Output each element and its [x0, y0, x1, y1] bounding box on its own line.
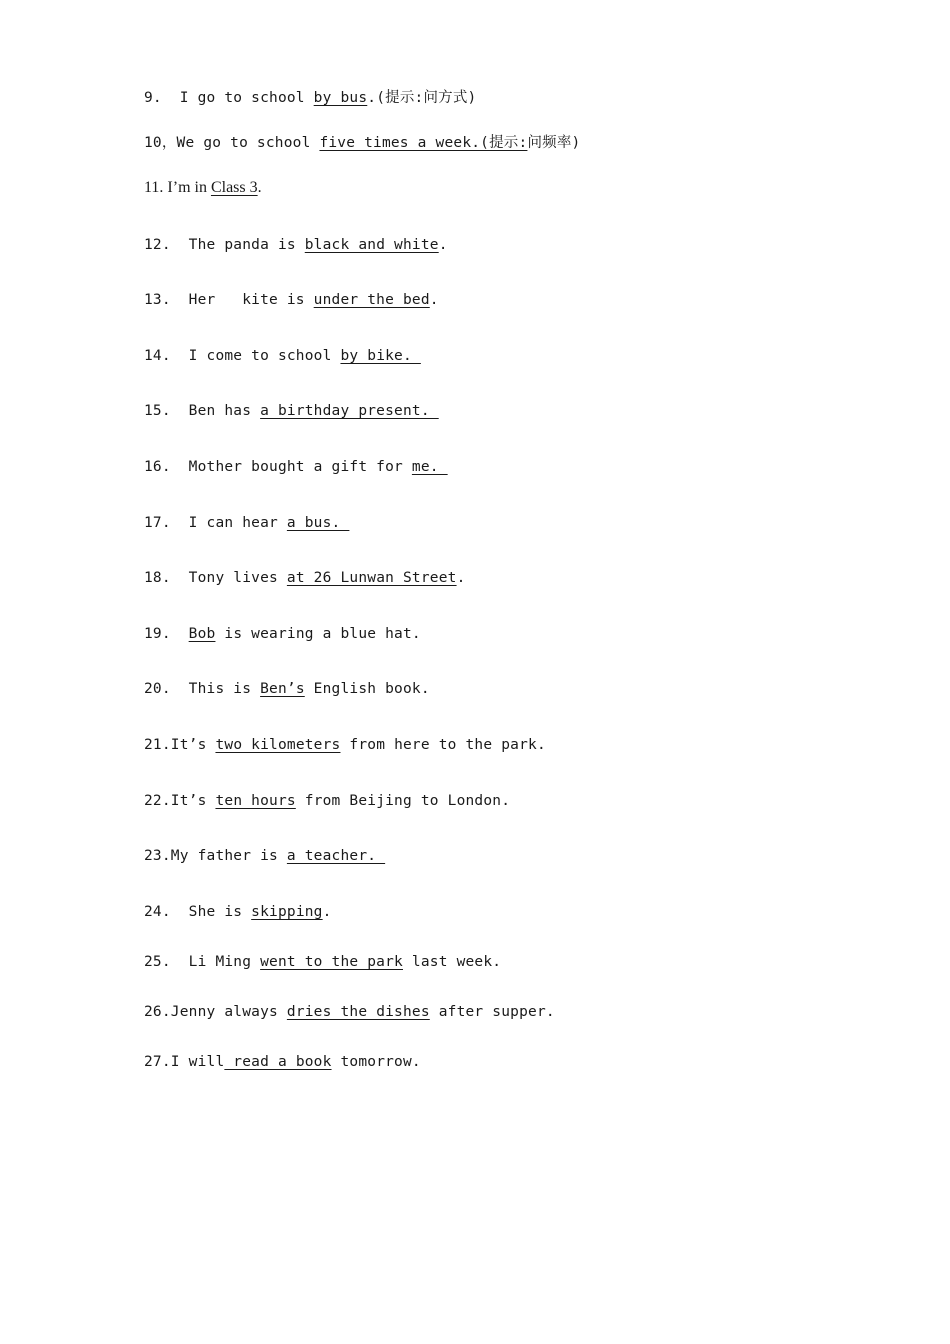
line-text: 22.It’s — [144, 793, 216, 809]
underlined-answer: five times a week.(提示: — [319, 135, 528, 151]
underlined-answer: dries the dishes — [286, 1004, 430, 1020]
line-text: 15. Ben has — [144, 403, 261, 419]
exercise-line-19 — [144, 624, 421, 644]
exercise-line-25 — [144, 952, 501, 972]
exercise-line-15 — [144, 401, 439, 421]
exercise-line-23 — [144, 846, 385, 866]
line-text: 10，We go to school — [144, 135, 320, 151]
line-text: 12. The panda is — [144, 237, 305, 253]
exercise-line-27 — [144, 1052, 421, 1072]
line-text: 17. I can hear — [144, 515, 287, 531]
exercise-line-22 — [144, 791, 510, 811]
line-text: 24. She is — [144, 904, 252, 920]
line-text: 23.My father is — [144, 848, 287, 864]
exercise-line-12 — [144, 235, 448, 255]
exercise-line-26 — [144, 1002, 555, 1022]
exercise-line-11 — [144, 178, 262, 198]
exercise-line-24 — [144, 902, 332, 922]
exercise-line-16 — [144, 457, 448, 477]
line-text: 19. — [144, 626, 189, 642]
line-text: . — [429, 292, 439, 308]
line-text: 问频率) — [527, 135, 581, 151]
underlined-answer: under the bed — [313, 292, 430, 308]
underlined-answer: Ben’s — [260, 681, 305, 697]
exercise-line-14 — [144, 346, 421, 366]
underlined-answer: Bob — [188, 626, 216, 642]
line-text: 21.It’s — [144, 737, 216, 753]
line-text: 26.Jenny always — [144, 1004, 287, 1020]
underlined-answer: ten hours — [215, 793, 296, 809]
underlined-answer: two kilometers — [215, 737, 341, 753]
exercise-line-10 — [144, 133, 580, 153]
exercise-line-21 — [144, 735, 546, 755]
line-text: 18. Tony lives — [144, 570, 287, 586]
line-text: is wearing a blue hat. — [215, 626, 421, 642]
underlined-answer: me. — [411, 459, 448, 475]
line-text: last week. — [402, 954, 502, 970]
underlined-answer: a birthday present. — [260, 403, 439, 419]
line-text: . — [456, 570, 466, 586]
line-text: 14. I come to school — [144, 348, 341, 364]
line-text: 20. This is — [144, 681, 261, 697]
line-text: tomorrow. — [331, 1054, 421, 1070]
line-text: 16. Mother bought a gift for — [144, 459, 412, 475]
underlined-answer: by bike. — [340, 348, 421, 364]
underlined-answer: by bus — [313, 90, 368, 106]
underlined-answer: a teacher. — [286, 848, 386, 864]
underlined-answer: read a book — [224, 1054, 332, 1070]
exercise-line-9 — [144, 88, 476, 108]
underlined-answer: skipping — [251, 904, 323, 920]
line-text: from here to the park. — [340, 737, 546, 753]
line-text: . — [322, 904, 332, 920]
line-text: after supper. — [429, 1004, 555, 1020]
line-text: 9. I go to school — [144, 90, 314, 106]
line-text: 13. Her kite is — [144, 292, 314, 308]
exercise-line-18 — [144, 568, 466, 588]
line-text: English book. — [304, 681, 430, 697]
exercise-line-13 — [144, 290, 439, 310]
underlined-answer: a bus. — [286, 515, 350, 531]
underlined-answer: at 26 Lunwan Street — [286, 570, 457, 586]
exercise-line-17 — [144, 513, 349, 533]
exercise-line-20 — [144, 679, 430, 699]
line-text: from Beijing to London. — [295, 793, 511, 809]
line-text: .(提示:问方式) — [367, 90, 477, 106]
underlined-answer: Class 3 — [210, 179, 258, 196]
line-text: 27.I will — [144, 1054, 225, 1070]
line-text: 11. I’m in — [144, 179, 211, 196]
line-text: 25. Li Ming — [144, 954, 261, 970]
line-text: . — [257, 179, 262, 196]
underlined-answer: black and white — [304, 237, 439, 253]
line-text: . — [438, 237, 448, 253]
underlined-answer: went to the park — [260, 954, 403, 970]
